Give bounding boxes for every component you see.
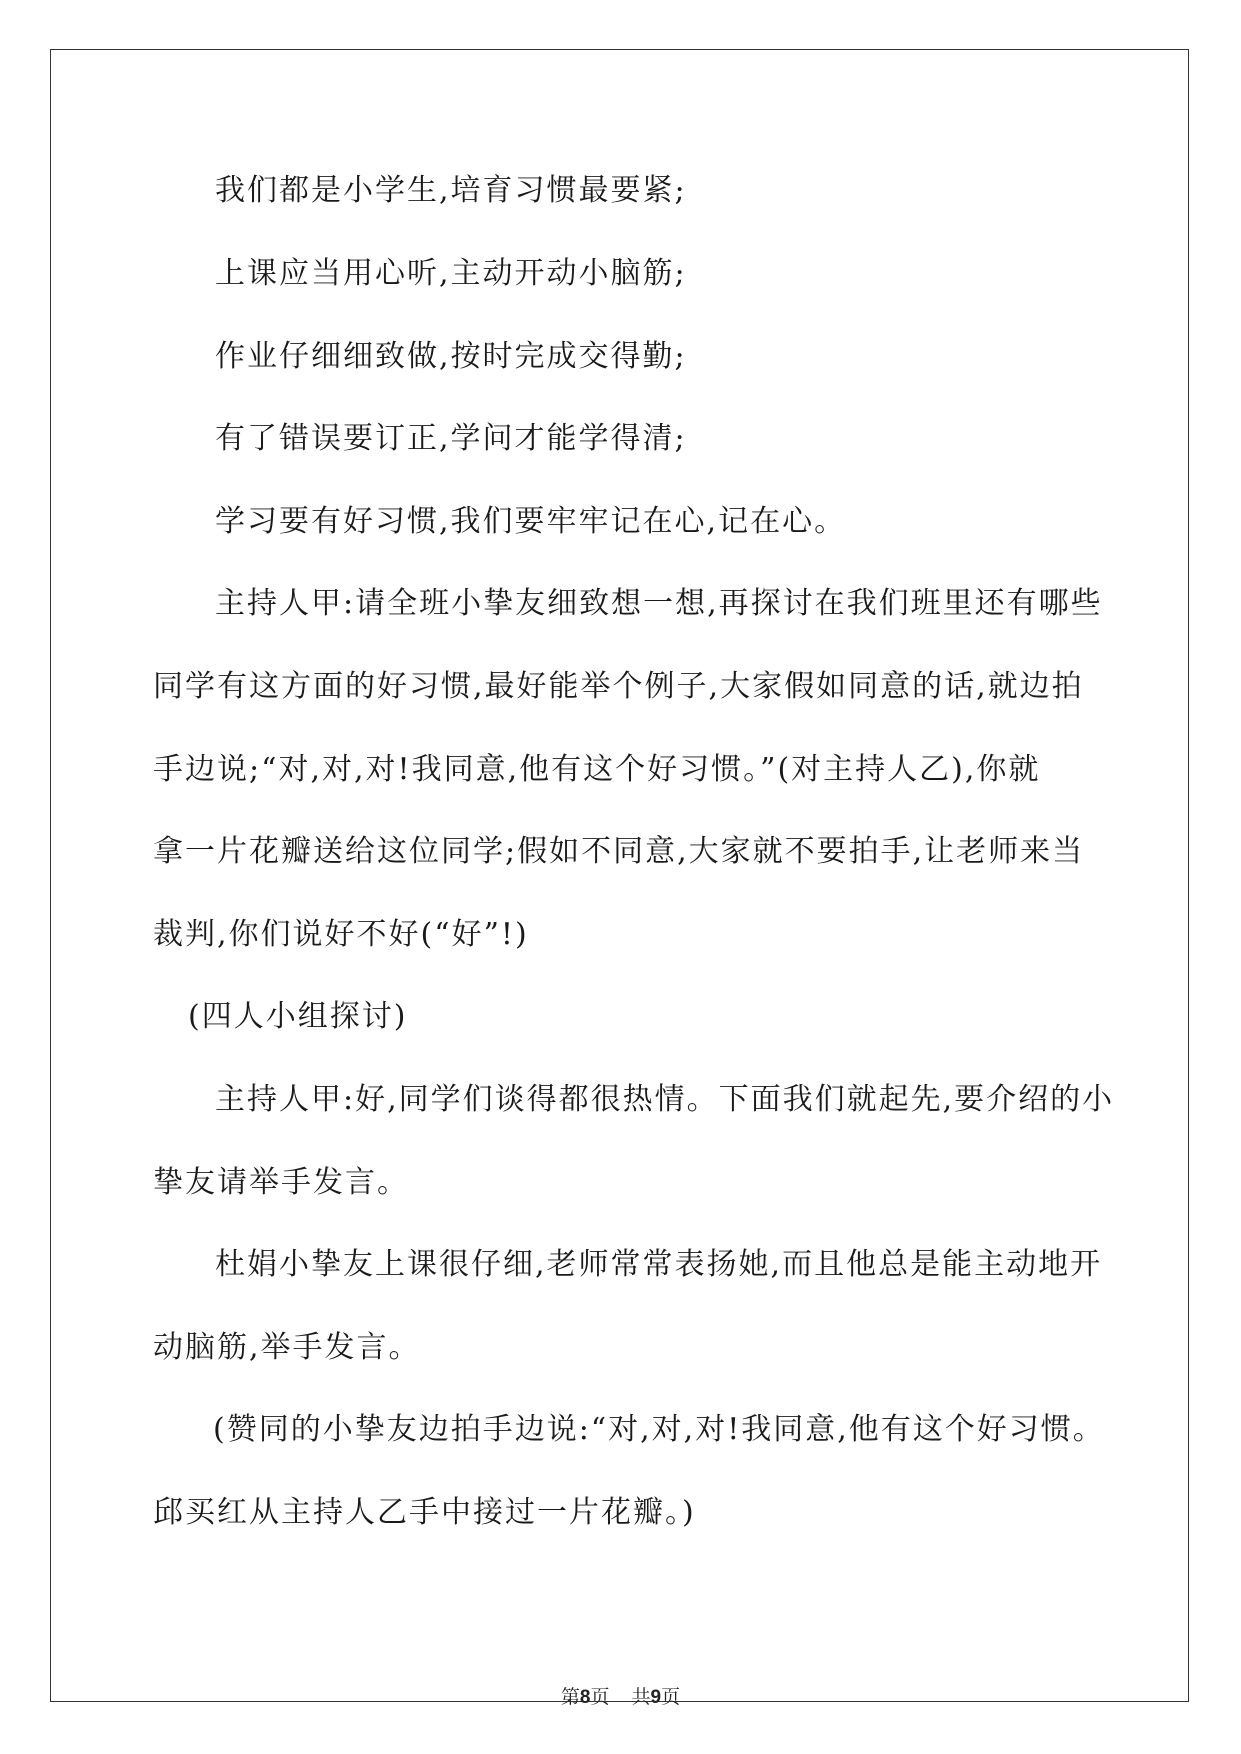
text-line: 主持人甲:请全班小挚友细致想一想,再探讨在我们班里还有哪些 [215, 586, 1103, 621]
total-pages: 9 [650, 1687, 662, 1708]
text-line: 有了错误要订正,学问才能学得清; [215, 421, 687, 456]
text-line: (四人小组探讨) [188, 999, 408, 1034]
page-label-suffix: 页 [590, 1686, 610, 1708]
text-line: 作业仔细细致做,按时完成交得勤; [215, 339, 687, 374]
page-number: 8 [579, 1687, 591, 1708]
text-line: 拿一片花瓣送给这位同学;假如不同意,大家就不要拍手,让老师来当 [153, 834, 1085, 869]
text-line: 动脑筋,举手发言。 [153, 1330, 421, 1365]
total-label-prefix: 共 [631, 1686, 651, 1708]
text-line: 学习要有好习惯,我们要牢牢记在心,记在心。 [215, 504, 847, 539]
text-line: 我们都是小学生,培育习惯最要紧; [215, 173, 687, 208]
text-line: 杜娟小挚友上课很仔细,老师常常表扬她,而且他总是能主动地开 [215, 1247, 1103, 1282]
text-line: 挚友请举手发言。 [153, 1165, 409, 1200]
page-footer [0, 1685, 1241, 1710]
text-line: 裁判,你们说好不好(“好”!) [153, 917, 529, 952]
text-line: 主持人甲:好,同学们谈得都很热情。下面我们就起先,要介绍的小 [215, 1082, 1115, 1117]
text-line: 同学有这方面的好习惯,最好能举个例子,大家假如同意的话,就边拍 [153, 669, 1084, 704]
page-border [50, 49, 1189, 1702]
page-label-prefix: 第 [560, 1686, 580, 1708]
text-line: 上课应当用心听,主动开动小脑筋; [215, 256, 687, 291]
text-line: (赞同的小挚友边拍手边说:“对,对,对!我同意,他有这个好习惯。 [213, 1412, 1105, 1447]
text-line: 手边说;“对,对,对!我同意,他有这个好习惯。”(对主持人乙),你就 [153, 752, 1041, 787]
total-label-suffix: 页 [661, 1686, 681, 1708]
text-line: 邱买红从主持人乙手中接过一片花瓣。) [153, 1495, 696, 1530]
